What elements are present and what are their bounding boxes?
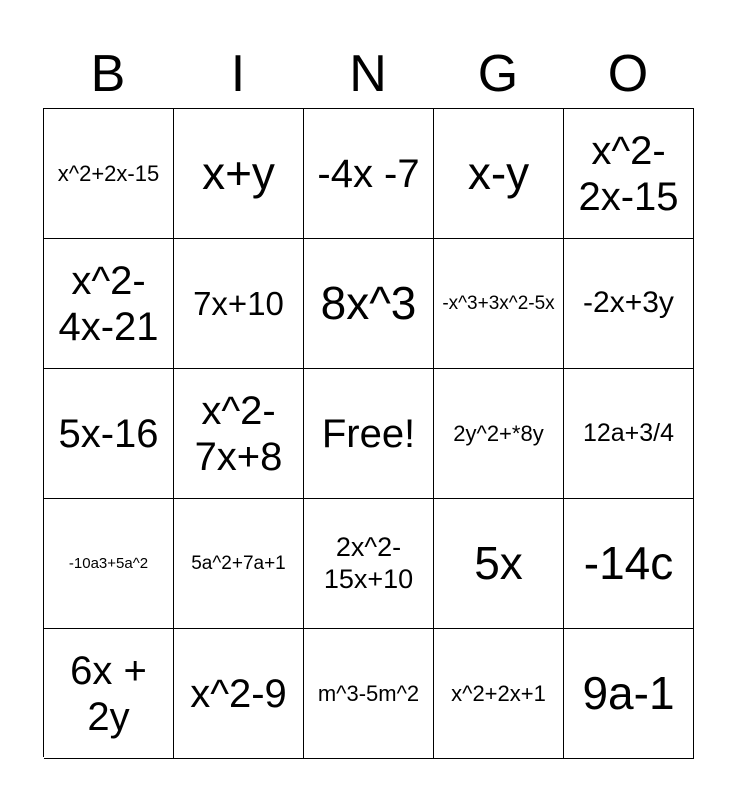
- bingo-cell-r2-c3: 8x^3: [304, 239, 434, 369]
- bingo-header: [43, 40, 693, 108]
- bingo-cell-r2-c4: -x^3+3x^2-5x: [434, 239, 564, 369]
- bingo-cell-r3-c3: Free!: [304, 369, 434, 499]
- bingo-cell-r4-c2: 5a^2+7a+1: [174, 499, 304, 629]
- bingo-cell-r1-c5: x^2-2x-15: [564, 109, 694, 239]
- bingo-cell-r2-c5: -2x+3y: [564, 239, 694, 369]
- bingo-cell-r5-c2: x^2-9: [174, 629, 304, 759]
- bingo-cell-r2-c2: 7x+10: [174, 239, 304, 369]
- header-letter-n: N: [349, 45, 387, 103]
- bingo-cell-r1-c1: x^2+2x-15: [44, 109, 174, 239]
- bingo-cell-r4-c5: -14c: [564, 499, 694, 629]
- header-letter-b: B: [90, 45, 126, 103]
- header-letter-g: G: [477, 45, 519, 103]
- bingo-cell-r5-c1: 6x + 2y: [44, 629, 174, 759]
- bingo-cell-r3-c5: 12a+3/4: [564, 369, 694, 499]
- bingo-cell-r1-c4: x-y: [434, 109, 564, 239]
- bingo-cell-r3-c2: x^2-7x+8: [174, 369, 304, 499]
- bingo-cell-r5-c5: 9a-1: [564, 629, 694, 759]
- header-letter-i: I: [230, 45, 246, 103]
- bingo-cell-r3-c4: 2y^2+*8y: [434, 369, 564, 499]
- bingo-cell-r3-c1: 5x-16: [44, 369, 174, 499]
- bingo-cell-r4-c1: -10a3+5a^2: [44, 499, 174, 629]
- bingo-cell-r5-c4: x^2+2x+1: [434, 629, 564, 759]
- header-letter-o: O: [607, 45, 649, 103]
- bingo-cell-r4-c4: 5x: [434, 499, 564, 629]
- bingo-cell-r5-c3: m^3-5m^2: [304, 629, 434, 759]
- bingo-cell-r4-c3: 2x^2-15x+10: [304, 499, 434, 629]
- bingo-cell-r2-c1: x^2-4x-21: [44, 239, 174, 369]
- bingo-board: [43, 108, 694, 757]
- bingo-cell-r1-c2: x+y: [174, 109, 304, 239]
- bingo-cell-r1-c3: -4x -7: [304, 109, 434, 239]
